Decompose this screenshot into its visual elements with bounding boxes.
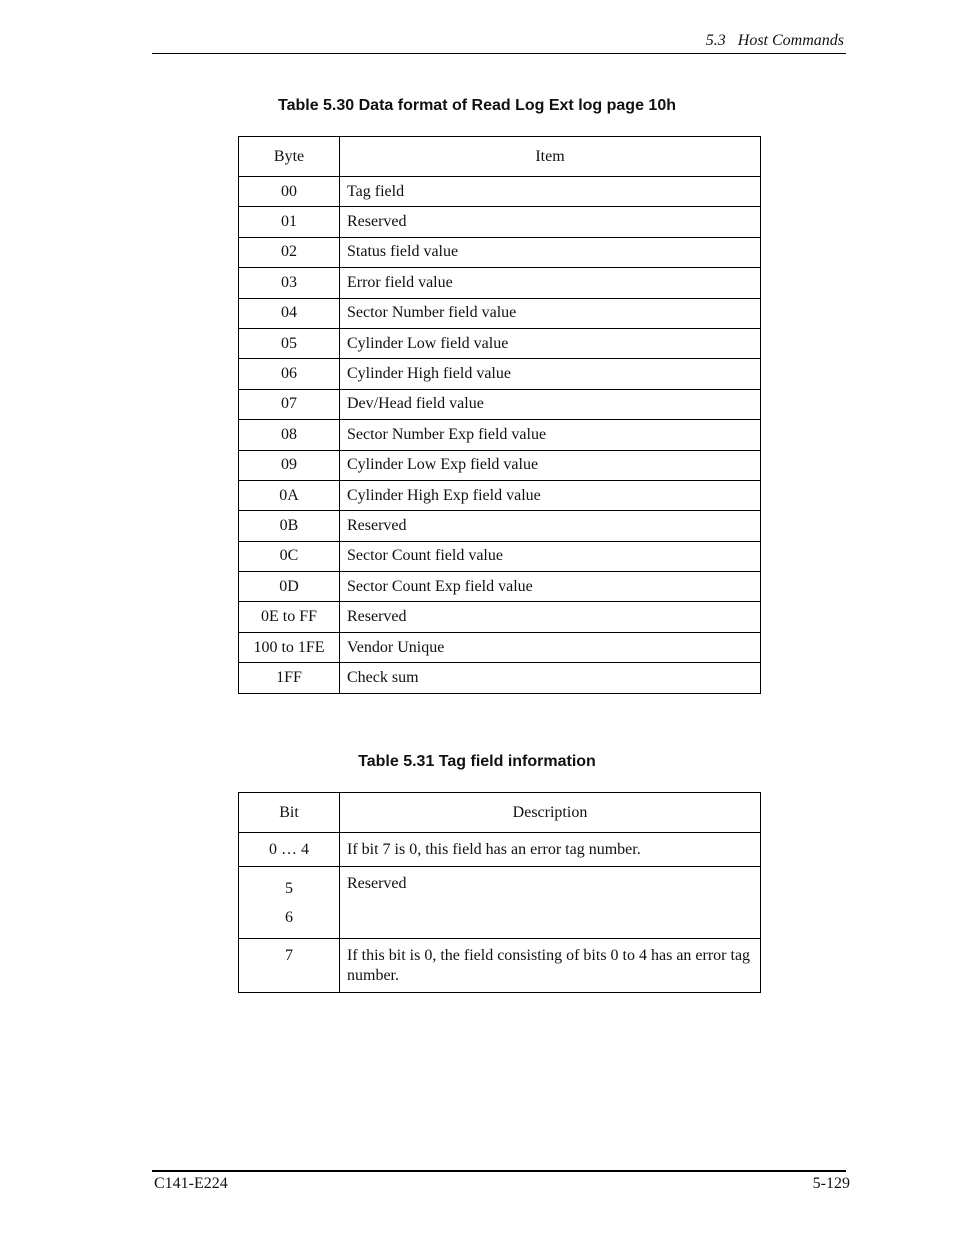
table-row — [239, 511, 761, 541]
byte-cell: 0A — [239, 480, 340, 510]
table-row — [239, 480, 761, 510]
table-row — [239, 177, 761, 207]
byte-cell: 03 — [239, 268, 340, 298]
item-cell: Cylinder High field value — [340, 359, 761, 389]
item-cell: Reserved — [340, 511, 761, 541]
item-cell: Cylinder High Exp field value — [340, 480, 761, 510]
item-cell: Sector Number Exp field value — [340, 420, 761, 450]
table-row — [239, 602, 761, 632]
table-row — [239, 541, 761, 571]
item-cell: Cylinder Low field value — [340, 328, 761, 358]
table-row — [239, 207, 761, 237]
item-cell: Cylinder Low Exp field value — [340, 450, 761, 480]
table-row — [239, 572, 761, 602]
bit-value: 5 — [285, 880, 293, 897]
table-row — [239, 389, 761, 419]
bit-value: 7 — [285, 947, 293, 964]
tag-field-table — [238, 792, 761, 993]
page-number: 5-129 — [812, 1175, 850, 1192]
bit-value: 6 — [285, 909, 293, 926]
item-cell: Sector Count Exp field value — [340, 572, 761, 602]
description-column-header: Description — [340, 793, 761, 833]
byte-cell: 100 to 1FE — [239, 632, 340, 662]
table-row — [239, 359, 761, 389]
table-row — [239, 939, 761, 993]
byte-cell: 06 — [239, 359, 340, 389]
item-cell: Vendor Unique — [340, 632, 761, 662]
bit-cell — [239, 833, 340, 867]
table-row — [239, 420, 761, 450]
byte-cell: 01 — [239, 207, 340, 237]
table-row — [239, 450, 761, 480]
item-cell: Check sum — [340, 663, 761, 693]
item-column-header: Item — [340, 137, 761, 177]
table-row — [239, 663, 761, 693]
read-log-ext-table — [238, 136, 761, 694]
item-cell: Reserved — [340, 602, 761, 632]
byte-cell: 0E to FF — [239, 602, 340, 632]
table-header-row — [239, 137, 761, 177]
running-header: 5.3 Host Commands — [705, 32, 844, 49]
item-cell: Status field value — [340, 237, 761, 267]
item-cell: Dev/Head field value — [340, 389, 761, 419]
table-row — [239, 268, 761, 298]
byte-cell: 1FF — [239, 663, 340, 693]
table-5-30-caption: Table 5.30 Data format of Read Log Ext log page 10h — [277, 97, 676, 114]
table-row — [239, 632, 761, 662]
table-5-31-caption: Table 5.31 Tag field information — [358, 753, 596, 770]
byte-cell: 00 — [239, 177, 340, 207]
table-row — [239, 237, 761, 267]
item-cell: Reserved — [340, 207, 761, 237]
byte-cell: 0D — [239, 572, 340, 602]
byte-cell: 08 — [239, 420, 340, 450]
description-cell: If this bit is 0, the field consisting of bits 0 to 4 has an error tag number. — [340, 939, 761, 993]
bit-column-header: Bit — [239, 793, 340, 833]
table-header-row — [239, 793, 761, 833]
item-cell: Error field value — [340, 268, 761, 298]
table-row — [239, 298, 761, 328]
header-rule — [152, 53, 846, 54]
table-row — [239, 328, 761, 358]
footer-rule — [152, 1170, 846, 1172]
description-cell: If bit 7 is 0, this field has an error tag number. — [340, 833, 761, 867]
byte-cell: 0B — [239, 511, 340, 541]
byte-cell: 07 — [239, 389, 340, 419]
byte-cell: 0C — [239, 541, 340, 571]
byte-cell: 09 — [239, 450, 340, 480]
table-row — [239, 867, 761, 939]
byte-column-header: Byte — [239, 137, 340, 177]
document-id: C141-E224 — [154, 1175, 228, 1192]
bit-value: 0 … 4 — [269, 841, 309, 858]
read-log-ext-table-body — [239, 177, 761, 694]
bit-cell — [239, 939, 340, 993]
item-cell: Sector Number field value — [340, 298, 761, 328]
bit-cell — [239, 867, 340, 939]
item-cell: Tag field — [340, 177, 761, 207]
tag-field-table-body — [239, 833, 761, 993]
description-cell: Reserved — [340, 867, 761, 939]
byte-cell: 02 — [239, 237, 340, 267]
item-cell: Sector Count field value — [340, 541, 761, 571]
byte-cell: 05 — [239, 328, 340, 358]
table-row — [239, 833, 761, 867]
byte-cell: 04 — [239, 298, 340, 328]
